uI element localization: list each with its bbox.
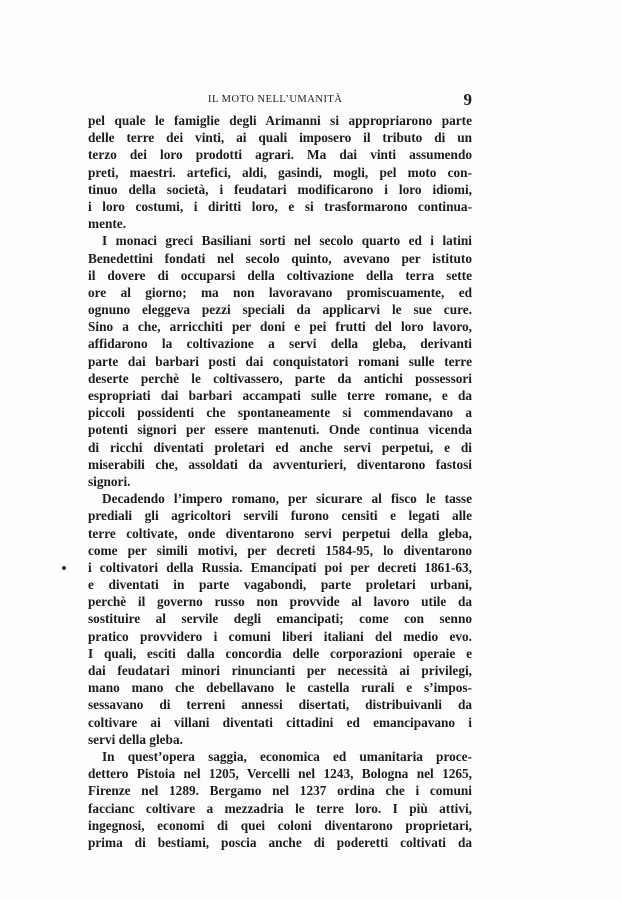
text-line: deserte perchè le coltivassero, parte da antichi possessori bbox=[88, 370, 472, 386]
text-line: potenti signori per essere mantenuti. Onde continua vicenda bbox=[88, 422, 472, 438]
text-line: piccoli possidenti che spontaneamente si commendavano a bbox=[88, 405, 472, 421]
text-line: dettero Pistoia nel 1205, Vercelli nel 1243, Bologna nel 1265, bbox=[88, 766, 472, 782]
text-line: mano mano che debellavano le castella rurali e s’impos- bbox=[88, 680, 472, 696]
text-line: e diventati in parte vagabondi, parte proletari urbani, bbox=[88, 577, 472, 593]
text-line: terre coltivate, onde diventarono servi perpetui della gleba, bbox=[88, 525, 472, 541]
text-line: ognuno eleggeva pezzi speciali da applicarvi le sue cure. bbox=[88, 302, 472, 318]
text-line: affidarono la coltivazione a servi della gleba, derivanti bbox=[88, 336, 472, 352]
text-line: i coltivatori della Russia. Emancipati poi per decreti 1861-63, bbox=[88, 559, 472, 575]
text-line: Sino a che, arricchiti per doni e pei frutti del loro lavoro, bbox=[88, 319, 472, 335]
text-line: signori. bbox=[88, 473, 131, 489]
text-line: prima di bestiami, poscia anche di poderetti coltivati da bbox=[88, 834, 472, 850]
text-line: coltivare ai villani diventati cittadini ed emancipavano i bbox=[88, 714, 472, 730]
text-line: ore al giorno; ma non lavoravano promiscuamente, ed bbox=[88, 284, 472, 300]
text-line: terzo dei loro prodotti agrari. Ma dai vinti assumendo bbox=[88, 147, 472, 163]
running-title: IL MOTO NELL’UMANITÀ bbox=[208, 94, 343, 105]
text-line: espropriati dai barbari accampati sulle terre romane, e da bbox=[88, 388, 472, 403]
text-line: dai feudatari minori rinuncianti per necessità ai privilegi, bbox=[88, 663, 472, 678]
running-head bbox=[88, 92, 472, 110]
ink-speck bbox=[62, 566, 66, 570]
text-line: prediali gli agricoltori servili furono censiti e legati alle bbox=[88, 508, 472, 524]
text-line: parte dai barbari posti dai conquistatori romani sulle terre bbox=[88, 353, 472, 369]
text-line: di ricchi diventati proletari ed anche servi perpetui, e di bbox=[88, 439, 472, 455]
text-line: i loro costumi, i diritti loro, e si trasformarono continua- bbox=[88, 198, 472, 214]
text-line: I monaci greci Basiliani sorti nel secolo quarto ed i latini bbox=[102, 233, 472, 249]
body-text bbox=[88, 112, 472, 851]
text-line: come per simili motivi, per decreti 1584-95, lo diventarono bbox=[88, 542, 472, 558]
text-line: delle terre dei vinti, ai quali imposero il tributo di un bbox=[88, 130, 472, 146]
text-line: sostituire al servile degli emancipati; come con senno bbox=[88, 611, 472, 627]
text-line: ingegnosi, economi di quei coloni diventarono proprietari, bbox=[88, 817, 472, 833]
text-line: In quest’opera saggia, economica ed umanitaria proce- bbox=[102, 748, 472, 764]
text-line: il dovere di occuparsi della coltivazione della terra sette bbox=[88, 267, 472, 283]
text-line: I quali, esciti dalla concordia delle corporazioni operaie e bbox=[88, 645, 472, 661]
text-line: mente. bbox=[88, 216, 127, 232]
text-line: tinuo della società, i feudatari modificarono i loro idiomi, bbox=[88, 181, 472, 197]
text-line: pel quale le famiglie degli Arimanni si appropriarono parte bbox=[88, 113, 472, 128]
page-number: 9 bbox=[463, 90, 472, 109]
text-line: miserabili che, assoldati da avventurieri, diventarono fastosi bbox=[88, 456, 472, 472]
text-line: Decadendo l’impero romano, per sicurare al fisco le tasse bbox=[102, 491, 472, 507]
text-line: servi della gleba. bbox=[88, 731, 183, 747]
text-line: faccianc coltivare a mezzadria le terre loro. I più attivi, bbox=[88, 800, 472, 816]
text-line: preti, maestri. artefici, aldi, gasindi, mogli, pel moto con- bbox=[88, 164, 472, 180]
text-line: perchè il governo russo non provvide al lavoro utile da bbox=[88, 594, 472, 610]
text-line: pratico provvidero i comuni liberi italiani del medio evo. bbox=[88, 628, 472, 644]
text-line: sessavano di terreni annessi disertati, distribuivanli da bbox=[88, 697, 472, 713]
text-line: Benedettini fondati nel secolo quinto, avevano per istituto bbox=[88, 250, 472, 266]
text-line: Firenze nel 1289. Bergamo nel 1237 ordina che i comuni bbox=[88, 783, 472, 799]
